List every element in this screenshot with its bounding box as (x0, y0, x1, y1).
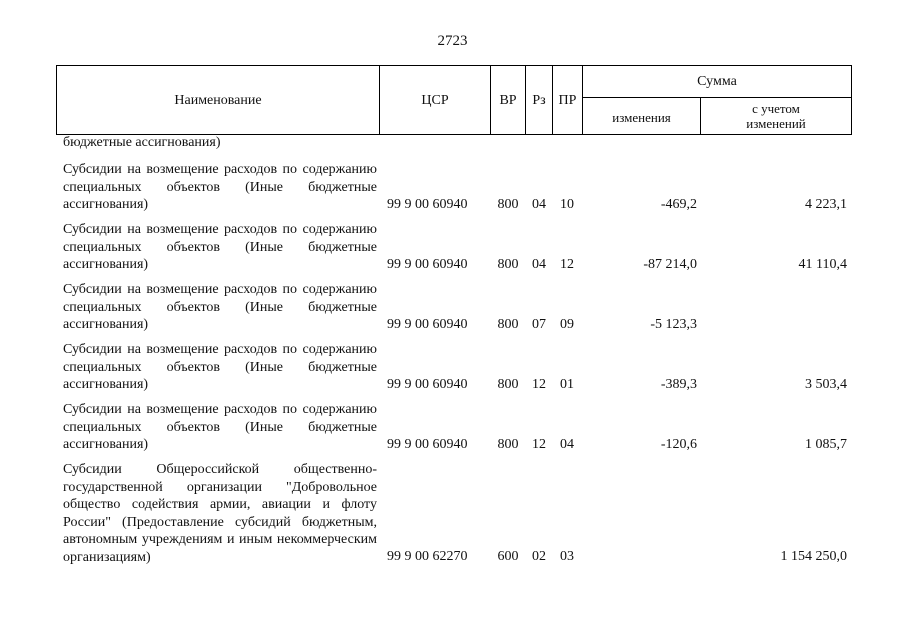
row-total: 4 223,1 (805, 197, 847, 212)
table-row (0, 401, 905, 461)
row-vr: 800 (497, 197, 519, 212)
header-col-line (851, 65, 852, 135)
header-pr: ПР (558, 93, 577, 108)
row-total: 1 154 250,0 (780, 549, 847, 564)
table-row (0, 341, 905, 401)
row-csr: 99 9 00 60940 (387, 437, 468, 452)
row-pr: 10 (560, 197, 574, 212)
row-name: Субсидии Общероссийской общественно-государственной организации "Добровольное общество содействия армии, авиации и флоту России" (Предоставление субсидий бюджетным, автономным учреждениям и иным некоммерческим организациям) (63, 462, 377, 565)
header-top-border (56, 65, 852, 66)
row-vr: 800 (497, 317, 519, 332)
carryover-text: бюджетные ассигнования) (63, 135, 221, 150)
row-change: -469,2 (660, 197, 697, 212)
row-rz: 04 (532, 257, 546, 272)
row-total: 3 503,4 (805, 377, 847, 392)
row-pr: 01 (560, 377, 574, 392)
row-pr: 12 (560, 257, 574, 272)
row-change: -5 123,3 (650, 317, 697, 332)
row-rz: 04 (532, 197, 546, 212)
row-total: 41 110,4 (798, 257, 847, 272)
row-csr: 99 9 00 60940 (387, 197, 468, 212)
row-vr: 600 (497, 549, 519, 564)
row-pr: 09 (560, 317, 574, 332)
row-name: Субсидии на возмещение расходов по содержанию специальных объектов (Иные бюджетные ассигнования) (63, 282, 377, 332)
header-with-change (701, 101, 851, 131)
row-name: Субсидии на возмещение расходов по содержанию специальных объектов (Иные бюджетные ассигнования) (63, 162, 377, 212)
row-rz: 07 (532, 317, 546, 332)
row-vr: 800 (497, 377, 519, 392)
table-row (0, 221, 905, 281)
page-number: 2723 (437, 33, 468, 49)
row-name: Субсидии на возмещение расходов по содержанию специальных объектов (Иные бюджетные ассигнования) (63, 402, 377, 452)
row-rz: 12 (532, 437, 546, 452)
row-csr: 99 9 00 60940 (387, 257, 468, 272)
header-with-change-line1: с учетом (752, 101, 800, 116)
row-pr: 04 (560, 437, 574, 452)
row-rz: 02 (532, 549, 546, 564)
row-vr: 800 (497, 437, 519, 452)
row-vr: 800 (497, 257, 519, 272)
row-change: -389,3 (660, 377, 697, 392)
header-with-change-line2: изменений (746, 116, 806, 131)
row-name: Субсидии на возмещение расходов по содержанию специальных объектов (Иные бюджетные ассигнования) (63, 342, 377, 392)
header-rz: Рз (532, 93, 546, 108)
header-vr: ВР (499, 93, 517, 108)
row-name: Субсидии на возмещение расходов по содержанию специальных объектов (Иные бюджетные ассигнования) (63, 222, 377, 272)
table-row (0, 161, 905, 221)
row-csr: 99 9 00 60940 (387, 377, 468, 392)
row-csr: 99 9 00 62270 (387, 549, 468, 564)
row-change: -120,6 (660, 437, 697, 452)
row-pr: 03 (560, 549, 574, 564)
header-change: изменения (612, 110, 671, 125)
row-csr: 99 9 00 60940 (387, 317, 468, 332)
header-sum: Сумма (697, 74, 737, 89)
row-change: -87 214,0 (643, 257, 697, 272)
table-row (0, 461, 905, 576)
header-sum-divider (582, 97, 852, 98)
row-rz: 12 (532, 377, 546, 392)
row-total: 1 085,7 (805, 437, 847, 452)
header-name: Наименование (174, 93, 262, 108)
table-row (0, 281, 905, 341)
header-csr: ЦСР (421, 93, 449, 108)
